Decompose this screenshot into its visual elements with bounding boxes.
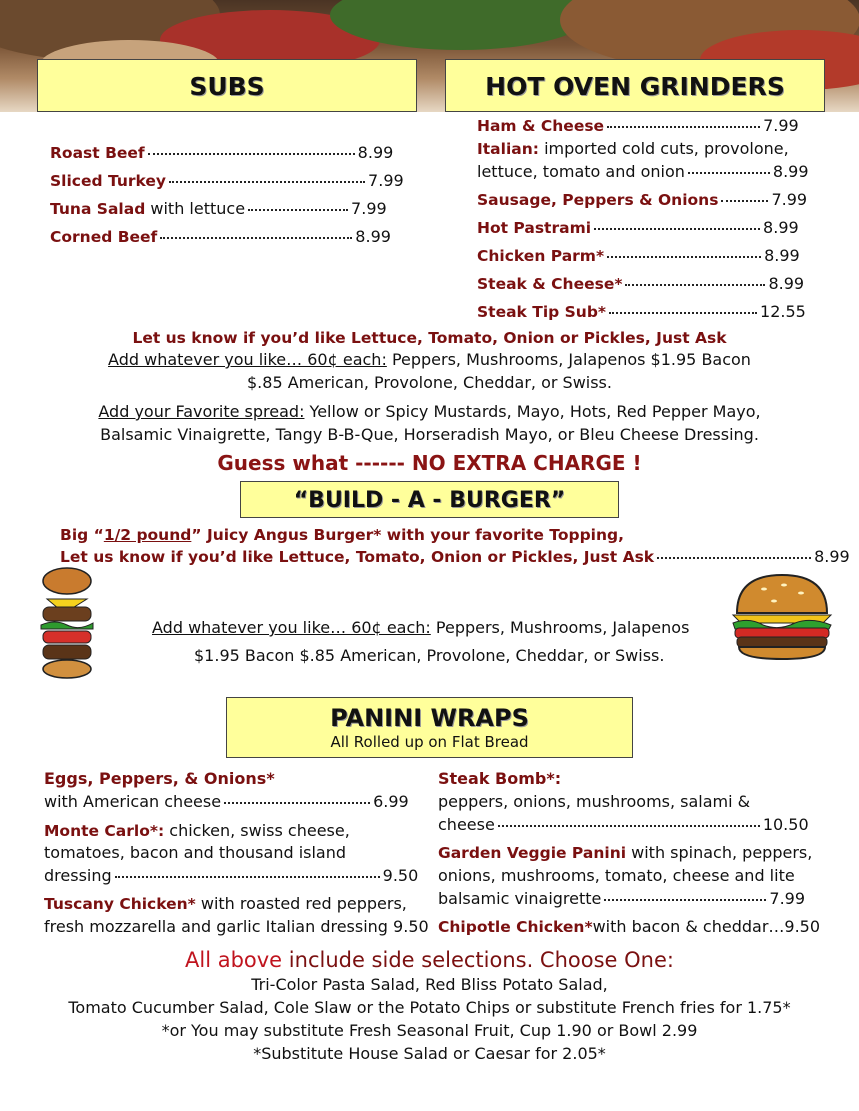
menu-item-cont [477, 162, 809, 182]
item-name: Italian: [477, 140, 539, 158]
add-ons-line-2: $.85 American, Provolone, Cheddar, or Swiss. [247, 373, 612, 392]
item-desc: with spinach, peppers, [631, 843, 813, 862]
item-price: 10.50 [762, 815, 809, 834]
burger-add-ons-label: Add whatever you like… 60¢ each: [152, 618, 431, 637]
item-price: 8.99 [357, 143, 394, 162]
hamburger-icon [729, 571, 835, 661]
item-price: 7.99 [351, 199, 387, 218]
menu-item-cont [438, 889, 805, 909]
spread-line-2: Balsamic Vinaigrette, Tangy B-B-Que, Horseradish Mayo, or Bleu Cheese Dressing. [100, 425, 759, 444]
menu-item-cont [44, 917, 429, 937]
item-name: Sausage, Peppers & Onions [477, 191, 719, 209]
menu-item-cont: peppers, onions, mushrooms, salami & [438, 792, 751, 811]
menu-item-cont [438, 815, 809, 835]
item-name: Tuna Salad [50, 200, 146, 218]
item-price: 8.99 [768, 274, 805, 293]
item-price: 9.50 [784, 917, 821, 936]
item-price: 7.99 [368, 171, 404, 190]
menu-item [438, 843, 812, 863]
item-desc: fresh mozzarella and garlic Italian dressing [44, 917, 388, 936]
burger-add-ons [152, 618, 689, 638]
sides-heading-red: All above [185, 948, 283, 972]
spread-label: Add your Favorite spread: [98, 402, 305, 421]
menu-item-cont: onions, mushrooms, tomato, cheese and lite [438, 866, 795, 885]
item-price: 7.99 [763, 116, 799, 135]
menu-item [50, 171, 404, 191]
menu-item-cont [44, 866, 418, 886]
add-ons-text: Peppers, Mushrooms, Jalapenos $1.95 Bacon [391, 350, 751, 369]
menu-item [438, 917, 820, 937]
add-ons-label: Add whatever you like… 60¢ each: [108, 350, 387, 369]
item-name: Tuscany Chicken* [44, 895, 196, 913]
menu-item [477, 139, 789, 159]
add-ons-line [0, 350, 859, 370]
subs-header: SUBS [37, 59, 417, 112]
menu-item [44, 792, 409, 812]
burger-stack-icon [35, 565, 99, 680]
burger-ask [60, 547, 850, 567]
item-name: Sliced Turkey [50, 172, 167, 190]
menu-item [477, 274, 804, 294]
grinders-header: HOT OVEN GRINDERS [445, 59, 825, 112]
item-desc: chicken, swiss cheese, [169, 821, 350, 840]
sides-line: Tomato Cucumber Salad, Cole Slaw or the Potato Chips or substitute French fries for 1.75* [68, 998, 791, 1017]
item-price: 8.99 [763, 218, 799, 237]
item-desc: with lettuce [150, 199, 246, 218]
panini-title: PANINI WRAPS [330, 704, 529, 732]
menu-item [477, 302, 806, 322]
item-desc: dressing [44, 866, 112, 885]
item-desc: lettuce, tomato and onion [477, 162, 685, 181]
item-name: Garden Veggie Panini [438, 844, 627, 862]
item-price: 9.50 [382, 866, 419, 885]
item-name: Chipotle Chicken* [438, 918, 593, 936]
burger-desc [60, 525, 624, 545]
menu-item [477, 218, 799, 238]
item-name: Steak Tip Sub* [477, 303, 607, 321]
ask-note: Let us know if you’d like Lettuce, Tomato, Onion or Pickles, Just Ask [132, 329, 727, 347]
menu-item [44, 894, 407, 914]
item-desc: with bacon & cheddar… [592, 917, 785, 936]
item-price: 12.55 [760, 302, 806, 321]
spread-text: Yellow or Spicy Mustards, Mayo, Hots, Red Pepper Mayo, [309, 402, 761, 421]
burger-add-ons-text: Peppers, Mushrooms, Jalapenos [435, 618, 690, 637]
item-desc: with roasted red peppers, [200, 894, 407, 913]
item-name: Hot Pastrami [477, 219, 592, 237]
menu-item [50, 199, 387, 219]
item-desc: cheese [438, 815, 495, 834]
item-name: Steak Bomb*: [438, 769, 562, 788]
menu-item [477, 190, 807, 210]
item-name: Corned Beef [50, 228, 158, 246]
item-desc: with American cheese [44, 792, 222, 811]
item-name: Chicken Parm* [477, 247, 605, 265]
burger-add-ons-2: $1.95 Bacon $.85 American, Provolone, Cheddar, or Swiss. [194, 646, 665, 665]
burger-ask-text: Let us know if you’d like Lettuce, Tomato, Onion or Pickles, Just Ask [60, 548, 655, 566]
item-name: Ham & Cheese [477, 117, 605, 135]
burger-desc-weight: 1/2 pound [103, 526, 192, 544]
item-price: 8.99 [772, 162, 809, 181]
item-name: Steak & Cheese* [477, 275, 623, 293]
panini-subtitle: All Rolled up on Flat Bread [330, 733, 529, 751]
item-price: 8.99 [764, 246, 800, 265]
burger-desc-a: Big “ [60, 526, 104, 544]
item-price: 9.50 [393, 917, 429, 936]
menu-item [50, 227, 391, 247]
build-a-burger-header: “BUILD - A - BURGER” [240, 481, 619, 518]
menu-item-cont: tomatoes, bacon and thousand island [44, 843, 347, 862]
menu-item [50, 143, 393, 163]
spread-line [0, 402, 859, 422]
item-price: 7.99 [771, 190, 808, 209]
sides-heading [0, 946, 859, 974]
menu-item [44, 821, 350, 841]
item-price: 6.99 [373, 792, 409, 811]
item-name: Roast Beef [50, 144, 145, 162]
panini-header [226, 697, 633, 758]
item-name: Eggs, Peppers, & Onions* [44, 769, 275, 788]
item-desc: imported cold cuts, provolone, [544, 139, 789, 158]
sides-line: *Substitute House Salad or Caesar for 2.05* [253, 1044, 606, 1063]
item-name: Monte Carlo*: [44, 822, 165, 840]
burger-price: 8.99 [814, 547, 850, 566]
menu-item [477, 116, 799, 136]
sides-line: Tri-Color Pasta Salad, Red Bliss Potato Salad, [251, 975, 608, 994]
burger-desc-b: ” Juicy Angus Burger* with your favorite Topping, [191, 526, 624, 544]
no-extra-charge: Guess what ------ NO EXTRA CHARGE ! [217, 451, 642, 475]
menu-item [477, 246, 800, 266]
sides-line: *or You may substitute Fresh Seasonal Fruit, Cup 1.90 or Bowl 2.99 [161, 1021, 698, 1040]
item-price: 8.99 [355, 227, 391, 246]
item-price: 7.99 [769, 889, 806, 908]
sides-heading-text: include side selections. Choose One: [288, 948, 674, 972]
item-desc: balsamic vinaigrette [438, 889, 602, 908]
